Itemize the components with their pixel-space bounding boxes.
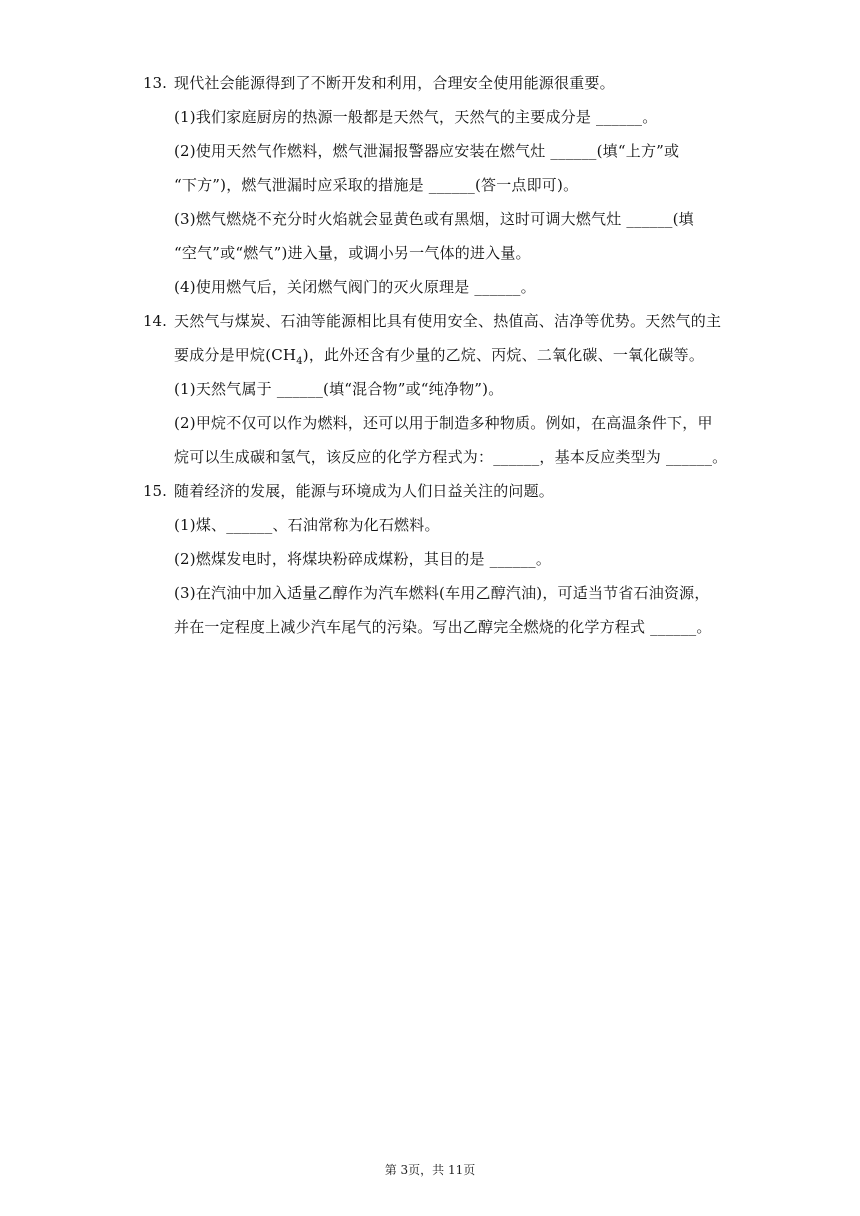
- question-15-number: 15.: [143, 482, 167, 500]
- stem-text-after-formula: )，此外还含有少量的乙烷、丙烷、二氧化碳、一氧化碳等。: [302, 346, 705, 364]
- question-14-stem-line-2: [174, 345, 704, 365]
- stem-text-before-formula: 要成分是甲烷(CH: [174, 346, 297, 364]
- formula-subscript: 4: [296, 356, 303, 367]
- question-15-part-3-line-2: 并在一定程度上减少汽车尾气的污染。写出乙醇完全燃烧的化学方程式 ______。: [174, 618, 712, 636]
- question-15-part-1: (1)煤、______、石油常称为化石燃料。: [174, 516, 440, 534]
- question-15-stem: 随着经济的发展，能源与环境成为人们日益关注的问题。: [174, 482, 555, 500]
- question-14-part-2-line-2: 烷可以生成碳和氢气，该反应的化学方程式为：______，基本反应类型为 ______。: [174, 448, 728, 466]
- question-13-part-3-line-2: “空气”或“燃气”)进入量，或调小另一气体的进入量。: [174, 244, 531, 262]
- page-footer: 第 3页，共 11页: [384, 1163, 476, 1177]
- question-13-part-2-line-2: “下方”)，燃气泄漏时应采取的措施是 ______(答一点即可)。: [174, 176, 579, 194]
- question-13-part-2-line-1: (2)使用天然气作燃料，燃气泄漏报警器应安装在燃气灶 ______(填“上方”或: [174, 142, 680, 160]
- question-13-part-3-line-1: (3)燃气燃烧不充分时火焰就会显黄色或有黑烟，这时可调大燃气灶 ______(填: [174, 210, 694, 228]
- question-13-stem: 现代社会能源得到了不断开发和利用，合理安全使用能源很重要。: [174, 74, 615, 92]
- question-14-number: 14.: [143, 312, 167, 330]
- question-14-part-1: (1)天然气属于 ______(填“混合物”或“纯净物”)。: [174, 380, 504, 398]
- question-13-part-4: (4)使用燃气后，关闭燃气阀门的灭火原理是 ______。: [174, 278, 536, 296]
- question-14-stem-line-1: 天然气与煤炭、石油等能源相比具有使用安全、热值高、洁净等优势。天然气的主: [174, 312, 722, 330]
- question-13-number: 13.: [143, 74, 167, 92]
- question-14-part-2-line-1: (2)甲烷不仅可以作为燃料，还可以用于制造多种物质。例如，在高温条件下，甲: [174, 414, 713, 432]
- question-13-part-1: (1)我们家庭厨房的热源一般都是天然气，天然气的主要成分是 ______。: [174, 108, 658, 126]
- question-15-part-3-line-1: (3)在汽油中加入适量乙醇作为汽车燃料(车用乙醇汽油)，可适当节省石油资源，: [174, 584, 710, 602]
- question-15-part-2: (2)燃煤发电时，将煤块粉碎成煤粉，其目的是 ______。: [174, 550, 552, 568]
